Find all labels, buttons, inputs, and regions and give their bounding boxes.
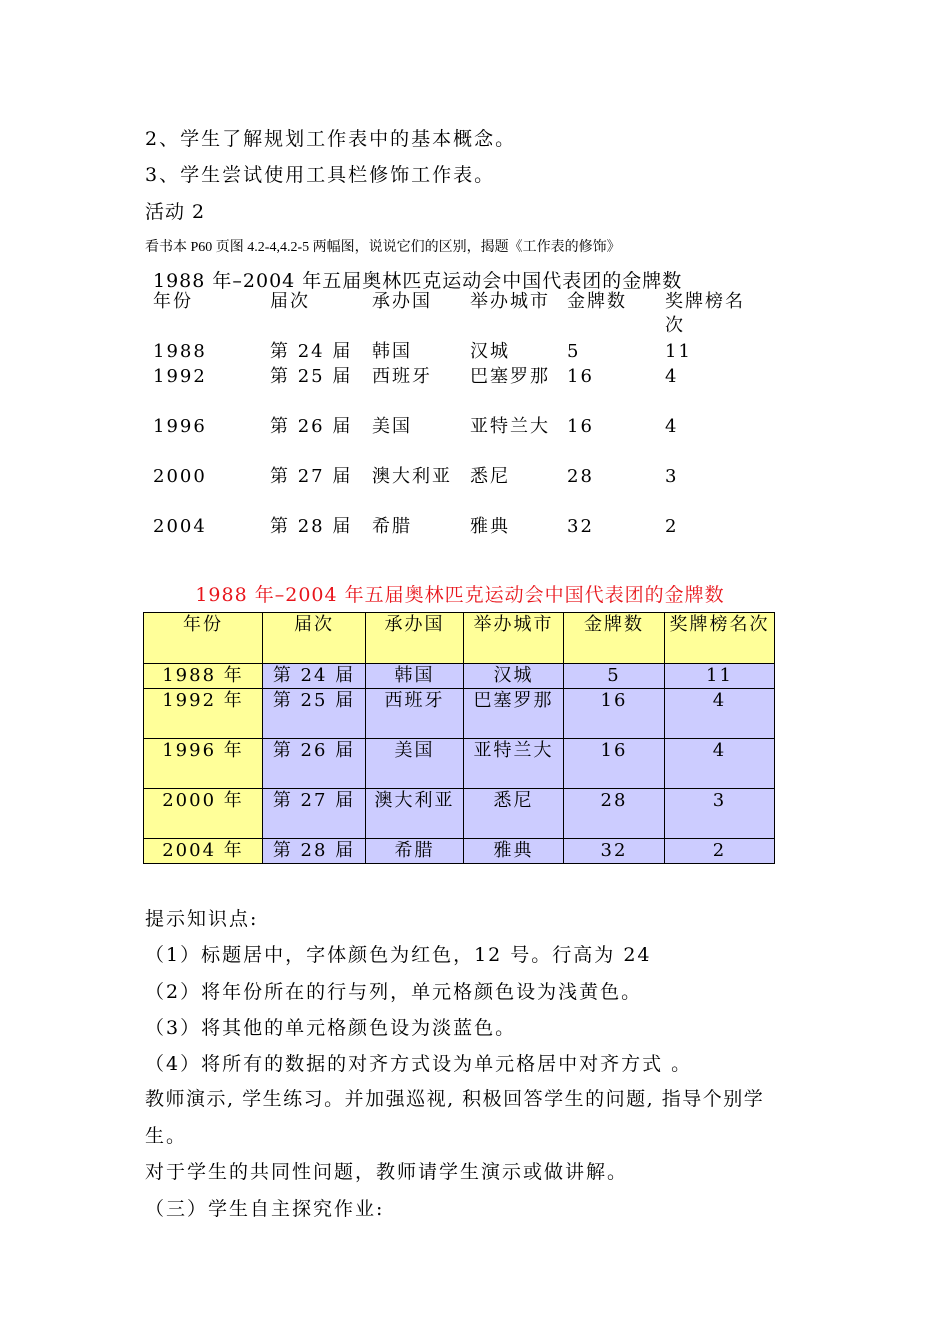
header-cell: 年份 bbox=[144, 613, 263, 664]
table-cell: 3 bbox=[665, 789, 775, 839]
table-row bbox=[144, 689, 775, 739]
table-row bbox=[144, 739, 775, 789]
section-heading-3: （三）学生自主探究作业: bbox=[145, 1198, 385, 1220]
table-cell: 4 bbox=[665, 366, 679, 387]
header-cell: 奖牌榜名次 bbox=[665, 613, 775, 664]
formatted-table-title: 1988 年–2004 年五届奥林匹克运动会中国代表团的金牌数 bbox=[195, 584, 725, 606]
table-cell: 西班牙 bbox=[366, 689, 464, 739]
table-cell: 第 26 届 bbox=[263, 739, 366, 789]
table-row bbox=[143, 340, 755, 365]
header-cell: 承办国 bbox=[366, 613, 464, 664]
header-cell: 届次 bbox=[270, 291, 310, 312]
table-cell: 16 bbox=[564, 689, 665, 739]
teacher-demo-text: 教师演示, 学生练习。并加强巡视, 积极回答学生的问题, 指导个别学 bbox=[145, 1088, 765, 1110]
table-cell: 汉城 bbox=[464, 664, 564, 689]
table-cell: 澳大利亚 bbox=[366, 789, 464, 839]
table-cell: 第 26 届 bbox=[270, 416, 353, 437]
table-cell: 32 bbox=[567, 516, 594, 537]
objective-2: 2、学生了解规划工作表中的基本概念。 bbox=[145, 128, 517, 150]
tip-item: （3）将其他的单元格颜色设为淡蓝色。 bbox=[145, 1017, 517, 1039]
table-cell: 悉尼 bbox=[464, 789, 564, 839]
table-row bbox=[143, 290, 755, 340]
header-cell: 金牌数 bbox=[567, 291, 627, 312]
activity-instruction: 看书本 P60 页图 4.2-4,4.2-5 两幅图，说说它们的区别，揭题《工作表的修饰》 bbox=[145, 240, 621, 255]
table-cell: 希腊 bbox=[372, 516, 412, 537]
header-cell: 举办城市 bbox=[470, 291, 550, 312]
table-cell: 亚特兰大 bbox=[470, 416, 550, 437]
table-cell: 韩国 bbox=[372, 341, 412, 362]
year-cell: 2000 年 bbox=[144, 789, 263, 839]
table-cell: 雅典 bbox=[464, 839, 564, 864]
table-row bbox=[143, 365, 755, 415]
table-cell: 汉城 bbox=[470, 341, 510, 362]
table-row bbox=[143, 465, 755, 515]
table-cell: 28 bbox=[564, 789, 665, 839]
table-cell: 16 bbox=[567, 416, 594, 437]
table-row bbox=[144, 664, 775, 689]
header-cell: 金牌数 bbox=[564, 613, 665, 664]
table-cell: 第 25 届 bbox=[270, 366, 353, 387]
objective-3: 3、学生尝试使用工具栏修饰工作表。 bbox=[145, 164, 496, 186]
header-cell: 承办国 bbox=[372, 291, 432, 312]
header-cell: 届次 bbox=[263, 613, 366, 664]
table-cell: 第 27 届 bbox=[270, 466, 353, 487]
table-cell: 第 28 届 bbox=[270, 516, 353, 537]
year-cell: 1992 年 bbox=[144, 689, 263, 739]
table-cell: 2 bbox=[665, 839, 775, 864]
table-cell: 巴塞罗那 bbox=[464, 689, 564, 739]
table-cell: 5 bbox=[567, 341, 581, 362]
table-cell: 第 24 届 bbox=[270, 341, 353, 362]
tips-heading: 提示知识点: bbox=[145, 908, 259, 930]
table-cell: 1996 bbox=[153, 416, 207, 437]
table-row bbox=[144, 613, 775, 664]
table-cell: 韩国 bbox=[366, 664, 464, 689]
table-cell: 32 bbox=[564, 839, 665, 864]
tip-item: （1）标题居中，字体颜色为红色，12 号。行高为 24 bbox=[145, 944, 652, 966]
table-cell: 1988 bbox=[153, 341, 207, 362]
table-cell: 3 bbox=[665, 466, 679, 487]
activity-heading: 活动 2 bbox=[145, 201, 206, 223]
tip-item: （2）将年份所在的行与列，单元格颜色设为浅黄色。 bbox=[145, 981, 643, 1003]
table-cell: 希腊 bbox=[366, 839, 464, 864]
table-cell: 雅典 bbox=[470, 516, 510, 537]
year-cell: 1996 年 bbox=[144, 739, 263, 789]
table-cell: 悉尼 bbox=[470, 466, 510, 487]
teacher-demo-text-cont: 生。 bbox=[145, 1125, 188, 1147]
table-cell: 11 bbox=[665, 341, 692, 362]
table-cell: 澳大利亚 bbox=[372, 466, 452, 487]
table-cell: 28 bbox=[567, 466, 594, 487]
table-cell: 西班牙 bbox=[372, 366, 432, 387]
table-cell: 16 bbox=[564, 739, 665, 789]
formatted-table bbox=[143, 612, 775, 864]
table-row bbox=[143, 415, 755, 465]
table-row bbox=[143, 515, 755, 540]
table-cell: 第 28 届 bbox=[263, 839, 366, 864]
header-cell: 年份 bbox=[153, 291, 193, 312]
plain-table bbox=[143, 290, 755, 540]
table-cell: 5 bbox=[564, 664, 665, 689]
table-cell: 第 25 届 bbox=[263, 689, 366, 739]
table-cell: 1992 bbox=[153, 366, 207, 387]
table-cell: 2 bbox=[665, 516, 679, 537]
table-cell: 4 bbox=[665, 416, 679, 437]
plain-table-title: 1988 年–2004 年五届奥林匹克运动会中国代表团的金牌数 bbox=[153, 270, 683, 292]
table-cell: 4 bbox=[665, 739, 775, 789]
table-cell: 美国 bbox=[372, 416, 412, 437]
tip-item: （4）将所有的数据的对齐方式设为单元格居中对齐方式 。 bbox=[145, 1053, 693, 1075]
table-cell: 16 bbox=[567, 366, 594, 387]
table-cell: 第 24 届 bbox=[263, 664, 366, 689]
common-issues-text: 对于学生的共同性问题，教师请学生演示或做讲解。 bbox=[145, 1161, 629, 1183]
table-cell: 第 27 届 bbox=[263, 789, 366, 839]
table-cell: 巴塞罗那 bbox=[470, 366, 550, 387]
table-cell: 2004 bbox=[153, 516, 207, 537]
year-cell: 2004 年 bbox=[144, 839, 263, 864]
table-row bbox=[144, 789, 775, 839]
table-row bbox=[144, 839, 775, 864]
table-cell: 4 bbox=[665, 689, 775, 739]
table-cell: 2000 bbox=[153, 466, 207, 487]
table-cell: 亚特兰大 bbox=[464, 739, 564, 789]
table-cell: 美国 bbox=[366, 739, 464, 789]
year-cell: 1988 年 bbox=[144, 664, 263, 689]
header-cell: 奖牌榜名次 bbox=[665, 291, 745, 336]
header-cell: 举办城市 bbox=[464, 613, 564, 664]
table-cell: 11 bbox=[665, 664, 775, 689]
